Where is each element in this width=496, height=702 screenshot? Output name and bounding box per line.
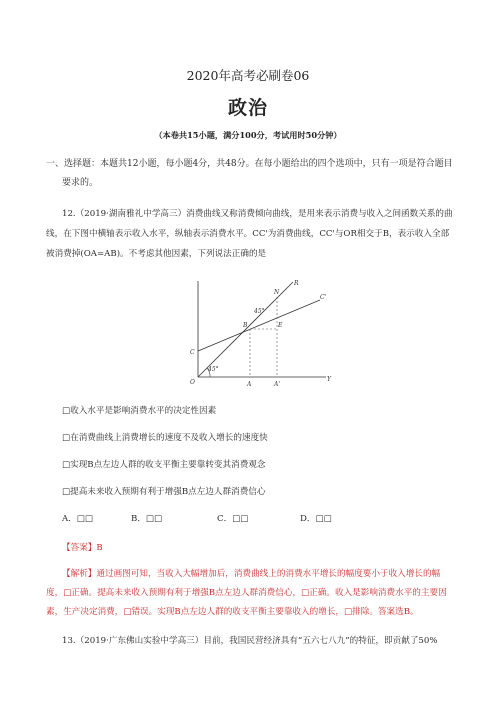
label-angle-upper: 45° xyxy=(254,308,265,315)
label-E: E xyxy=(278,322,283,329)
analysis-line2: 度，□正确。提高未来收入预期有利于增强B点左边人群消费信心，□正确。收入是影响消费水平的主要因 xyxy=(46,588,447,598)
choice-C: C．□□ xyxy=(217,514,249,524)
label-O: O xyxy=(190,379,195,386)
option-3: □实现B点左边人群的收支平衡主要靠转变其消费观念 xyxy=(62,460,266,470)
section-instruction-cont: 要求的。 xyxy=(62,178,99,188)
label-C-axis: C xyxy=(190,349,195,356)
choice-B: B．□□ xyxy=(131,514,163,524)
option-1: □收入水平是影响消费水平的决定性因素 xyxy=(62,406,217,416)
choice-A: A．□□ xyxy=(62,514,94,524)
analysis-line3: 素，生产决定消费，□错误。实现B点左边人群的收支平衡主要靠收入的增长，□排除。答案选B。 xyxy=(46,607,419,617)
line-OR xyxy=(198,282,293,377)
choice-D: D．□□ xyxy=(300,514,332,524)
label-A-prime: A' xyxy=(274,381,280,388)
option-4: □提高未来收入预期有利于增强B点左边人群消费信心 xyxy=(62,487,266,497)
question-12-line1: 12.（2019·湖南雅礼中学高三）消费曲线又称消费倾向曲线，是用来表示消费与收入之间函数关系的曲 xyxy=(62,209,453,219)
question-12-line3: 被消费掉(OA=AB)。不考虑其他因素，下列说法正确的是 xyxy=(46,249,267,259)
answer-line: 【答案】B xyxy=(62,543,103,553)
exam-subtitle: （本卷共15小题，满分100分，考试用时50分钟） xyxy=(154,130,342,140)
analysis-line1: 【解析】通过画图可知，当收入大幅增加后，消费曲线上的消费水平增长的幅度要小于收入增长的幅 xyxy=(62,569,441,579)
label-R: R xyxy=(294,280,299,287)
question-13-line1: 13.（2019·广东佛山实验中学高三）目前，我国民营经济具有“五六七八九”的特征，即贡献了50% xyxy=(62,636,438,646)
label-N: N xyxy=(274,289,280,296)
label-angle-lower: 45° xyxy=(208,366,219,373)
consumption-curve-figure xyxy=(188,277,336,389)
option-2: □在消费曲线上消费增长的速度不及收入增长的速度快 xyxy=(62,433,268,443)
exam-title: 2020年高考必刷卷06 xyxy=(186,68,310,83)
label-C-prime: C' xyxy=(320,294,327,301)
subject-title: 政治 xyxy=(227,97,268,119)
label-B: B xyxy=(243,322,248,329)
section-instruction: 一、选择题：本题共12小题，每小题4分，共48分。在每小题给出的四个选项中，只有一项是符合题目 xyxy=(46,159,453,169)
label-Y: Y xyxy=(327,376,331,383)
label-A: A xyxy=(247,381,252,388)
question-12-line2: 线，在下图中横轴表示收入水平，纵轴表示消费水平。CC'为消费曲线，CC'与OR相交于B，表示收入全部 xyxy=(46,229,450,239)
